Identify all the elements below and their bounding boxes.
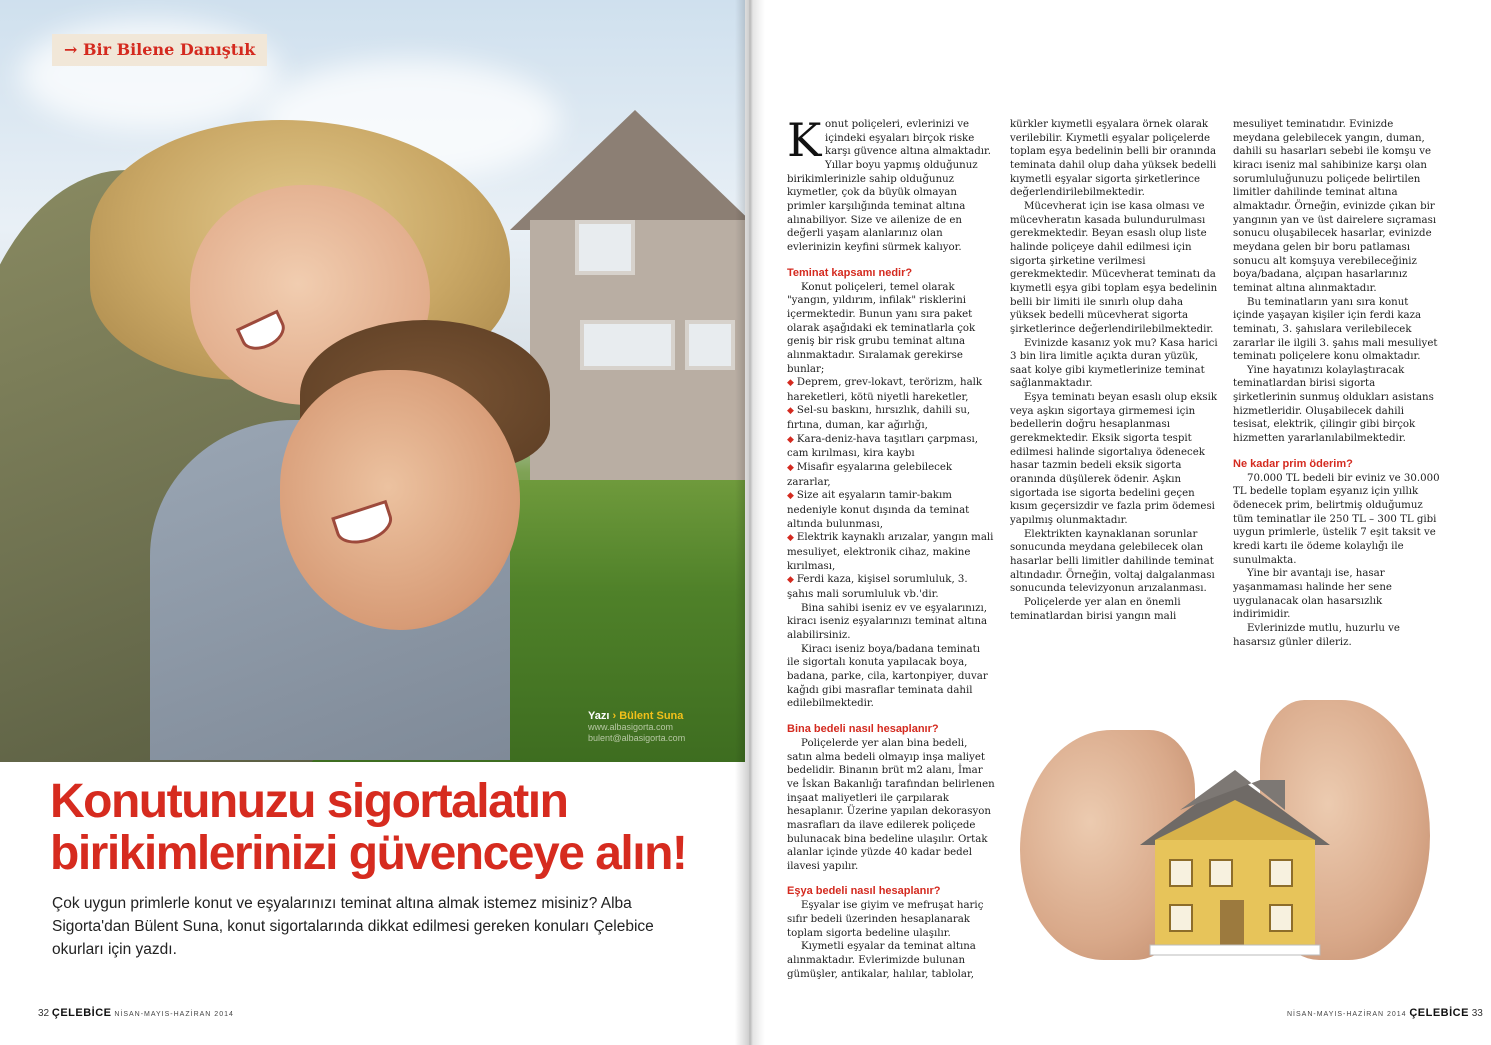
spread-gutter (735, 0, 765, 1045)
paragraph: mesuliyet teminatıdır. Evinizde meydana gelebilecek yangın, duman, dahili su hasarları sebebi ile komşu ve kiracı iseniz mal sahibinize karşı olan sorumluluğunuzu poliçede belirtilen limitler dahilinde teminat altına almaktadır. Örneğin, evinizde çıkan bir yangının yan ve üst dairelere sıçraması sonucu oluşabilecek hasarlar, evinizde meydana gelen bir boru patlaması sonucu alt komşuya verebileceğiniz boya/badana, alçıpan hasarlarınız teminat altına alınmaktadır. (1233, 119, 1437, 294)
subhead-building-value: Bina bedeli nasıl hesaplanır? (787, 722, 939, 735)
paragraph: Elektrikten kaynaklanan sorunlar sonucunda meydana gelebilecek olan hasarlar belli limitler dahilinde teminat altındadır. Örneğin, voltaj dalgalanması sonucunda televizyonun arızalanması. (1010, 528, 1215, 595)
page-number-left: 32 (38, 1008, 50, 1019)
author-name: Bülent Suna (619, 710, 684, 722)
subhead-goods-value: Eşya bedeli nasıl hesaplanır? (787, 885, 941, 898)
list-item: ◆ Misafir eşyalarına gelebilecek zararlar, (787, 462, 953, 488)
author-credit (588, 710, 685, 744)
folio-right (1287, 1007, 1483, 1019)
author-sep: › (612, 710, 617, 722)
left-page (0, 0, 745, 1045)
brand-left: ÇELEBİCE (51, 1007, 112, 1019)
list-item: ◆ Ferdi kaza, kişisel sorumluluk, 3. şahıs mali sorumluluk vb.'dir. (787, 574, 968, 600)
list-item: ◆ Kara-deniz-hava taşıtları çarpması, cam kırılması, kira kaybı (787, 433, 978, 460)
subhead-premium: Ne kadar prim öderim? (1233, 457, 1353, 470)
paragraph: 70.000 TL bedeli bir eviniz ve 30.000 TL bedelle toplam eşyanız için yıllık ödenecek prim, belirtmiş olduğumuz tüm teminatlar ile 250 TL – 300 TL gibi uygun primlerle, üstelik 7 eşit taksit ve kredi kartı ile ödeme kolaylığı ile sunulmakta. (1233, 472, 1440, 566)
paragraph: kürkler kıymetli eşyalara örnek olarak verilebilir. Kıymetli eşyalar poliçelerde toplam eşya bedelinin belli bir oranında teminata dahil olup daha yüksek bedelli kıymetli eşyalar sigorta şirketlerince değerlendirilebilmektedir. (1010, 119, 1217, 199)
list-item: ◆ Elektrik kaynaklı arızalar, yangın mali mesuliyet, elektronik cihaz, makine kırılması, (787, 532, 994, 572)
article-column-3 (1233, 118, 1441, 649)
issue-date-right: NİSAN-MAYIS-HAZİRAN 2014 (1287, 1011, 1407, 1018)
headline-line-2: birikimlerinizi güvenceye alın! (50, 827, 687, 880)
article-intro: Çok uygun primlerle konut ve eşyalarınızı teminat altına almak istemez misiniz? Alba Sigorta'dan Bülent Suna, konut sigortalarında dikkat edilmesi gereken konuları Çelebice okurları için yazdı. (52, 895, 654, 958)
paragraph: Poliçelerde yer alan bina bedeli, satın alma bedeli olmayıp inşa maliyet bedelidir. Binanın brüt m2 alanı, İmar ve İskan Bakanlığı tarafından belirlenen inşaat maliyetleri ile çarpılarak hesaplanır. Üzerine yapılan dekorasyon masrafları da ilave edilerek poliçede bulunacak bina bedeline ulaşılır. Ortak alanlar içinde yüzde 40 kadar bedel ilavesi yapılır. (787, 737, 995, 872)
background-house-image (520, 110, 745, 490)
paragraph: Evinizde kasanız yok mu? Kasa harici 3 bin lira limitle açıkta duran yüzük, saat kolye gibi kıymetlerinize teminat sağlanmaktadır. (1010, 337, 1218, 390)
author-website[interactable]: www.albasigorta.com (588, 722, 674, 732)
lead-paragraph: Konut poliçeleri, evlerinizi ve içindeki eşyaları birçok riske karşı güvence altına almaktadır. Yıllar boyu yapmış olduğunuz birikimlerinizle sahip olduğunuz kıymetler, çok da büyük olmayan primler karşılığında teminat altına alınabiliyor. Size ve ailenize de en değerli yaşam alanlarınız olan evlerinizin keyfini sürmek kalıyor. (787, 113, 991, 253)
paragraph: Konut poliçeleri, temel olarak "yangın, yıldırım, infilak" risklerini içermektedir. Bunun yanı sıra paket olarak aşağıdaki ek teminatlarla çok geniş bir risk grubu teminat altına alınmaktadır. Sıralamak gerekirse bunlar; (787, 281, 976, 375)
paragraph: Kiracı iseniz boya/badana teminatı ile sigortalı konuta yapılacak boya, badana, parke, cila, kartonpiyer, duvar kağıdı gibi masraflar teminata dahil edilebilmektedir. (787, 643, 988, 710)
article-column-1 (787, 113, 995, 981)
headline-line-1: Konutunuzu sigortalatın (50, 775, 568, 828)
paragraph: Bina sahibi iseniz ev ve eşyalarınızı, kiracı iseniz eşyalarınızı teminat altına alabilirsiniz. (787, 602, 988, 641)
list-item: ◆ Sel-su baskını, hırsızlık, dahili su, fırtına, duman, kar ağırlığı, (787, 405, 971, 432)
paragraph: Mücevherat için ise kasa olması ve mücevheratın kasada bulundurulması gerekmektedir. Beyan esaslı olup liste halinde poliçeye dahil edilmesi için sigorta şirketine verilmesi gerekmektedir. Mücevherat teminatı da kıymetli eşya gibi toplam eşya bedelinin belli bir limiti ile sınırlı olup daha yüksek bedelli mücevherat sigorta şirketlerince değerlendirilebilmektedir. (1010, 200, 1218, 335)
subhead-coverage: Teminat kapsamı nedir? (787, 266, 913, 279)
section-tag: → Bir Bilene Danıştık (52, 34, 267, 66)
brand-right: ÇELEBİCE (1409, 1007, 1469, 1019)
article-column-2 (1010, 118, 1218, 623)
paragraph: Eşyalar ise giyim ve mefruşat hariç sıfır bedeli üzerinden hesaplanarak toplam sigorta bedeline ulaşılır. (787, 900, 984, 939)
paragraph: Yine bir avantajı ise, hasar yaşanmaması halinde her sene uygulanacak olan hasarsızlık indirimidir. (1233, 568, 1392, 621)
author-label: Yazı (588, 710, 610, 722)
paragraph: Evlerinizde mutlu, huzurlu ve hasarsız günler dileriz. (1233, 622, 1400, 648)
folio-left (38, 1007, 234, 1019)
hero-photo-couple (0, 0, 745, 762)
list-item: ◆ Deprem, grev-lokavt, terörizm, halk hareketleri, kötü niyetli hareketler, (787, 377, 983, 403)
paragraph: Eşya teminatı beyan esaslı olup eksik veya aşkın sigortaya girmemesi için bedellerin doğru hesaplanması gerekmektedir. Eksik sigorta tespit edilmesi halinde sigortalıya ödenecek hasar tazmin bedeli eksik sigorta oranında düşülerek ödenir. Aşkın sigortada ise sigorta bedelini geçen kısım geçersizdir ve fazla prim ödemesi yapılmış olunmaktadır. (1010, 392, 1218, 527)
list-item: ◆ Size ait eşyaların tamir-bakım nedeniyle konut dışında da teminat altında bulunması, (787, 490, 970, 530)
paragraph: Poliçelerde yer alan en önemli teminatlardan birisi yangın mali (1010, 596, 1181, 622)
issue-date-left: NİSAN-MAYIS-HAZİRAN 2014 (114, 1011, 234, 1018)
page-number-right: 33 (1471, 1008, 1483, 1019)
model-house-icon (1120, 740, 1350, 970)
paragraph: Kıymetli eşyalar da teminat altına alınmaktadır. Evlerimizde bulunan gümüşler, antikalar, halılar, tablolar, (787, 941, 976, 980)
author-email[interactable]: bulent@albasigorta.com (588, 733, 686, 743)
article-headline (50, 776, 740, 880)
paragraph: Yine hayatınızı kolaylaştıracak teminatlardan birisi sigorta şirketlerinin sunmuş oldukları asistans hizmetleridir. Oluşabilecek dahili tesisat, elektrik, çilingir gibi birçok hizmetten yararlanılabilmektedir. (1233, 364, 1434, 445)
paragraph: Bu teminatların yanı sıra konut içinde yaşayan kişiler için ferdi kaza teminatı, 3. şahıslara verilebilecek zararlar ile ilgili 3. şahıs mali mesuliyet teminatı poliçelere konu olmaktadır. (1233, 296, 1438, 363)
hands-holding-house-image (1020, 700, 1430, 990)
dropcap: K (787, 113, 822, 167)
